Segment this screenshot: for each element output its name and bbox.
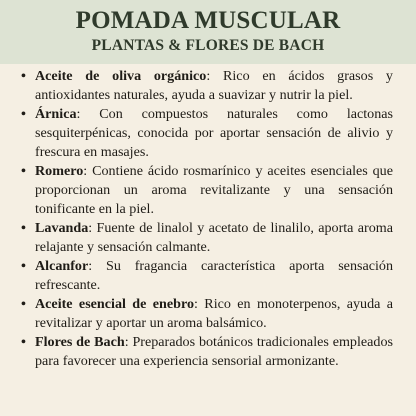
ingredient-description: : Rico en monoterpenos, ayuda a revitalizar y aportar un aroma balsámico. xyxy=(35,296,394,331)
bullet: • xyxy=(21,258,26,274)
bullet: • xyxy=(21,163,26,179)
list-item xyxy=(21,295,393,333)
ingredient-name: Aceite esencial de enebro xyxy=(35,296,194,312)
page-subtitle: PLANTAS & FLORES DE BACH xyxy=(91,37,325,54)
bullet: • xyxy=(21,296,26,312)
bullet: • xyxy=(21,106,26,122)
ingredient-name: Romero xyxy=(35,163,84,179)
bullet: • xyxy=(21,220,26,236)
ingredient-description: : Rico en ácidos grasos y antioxidantes naturales, ayuda a suavizar y nutrir la piel. xyxy=(35,68,393,103)
list-item xyxy=(21,219,393,257)
list-item xyxy=(21,257,393,295)
ingredient-description: : Fuente de linalol y acetato de linalilo, aporta aroma relajante y sensación calmante. xyxy=(35,220,393,255)
ingredient-name: Lavanda xyxy=(35,220,89,236)
ingredient-name: Flores de Bach xyxy=(35,334,125,350)
header-band xyxy=(0,0,416,64)
ingredient-name: Alcanfor xyxy=(35,258,89,274)
list-item xyxy=(21,67,393,105)
list-item xyxy=(21,105,393,162)
ingredient-list xyxy=(21,67,393,371)
ingredient-name: Árnica xyxy=(35,106,77,122)
list-item xyxy=(21,333,393,371)
bullet: • xyxy=(21,68,26,84)
ingredient-description: : Su fragancia característica aporta sensación refrescante. xyxy=(35,258,393,293)
page-title: POMADA MUSCULAR xyxy=(75,7,341,34)
ingredient-description: : Contiene ácido rosmarínico y aceites esenciales que proporcionan un aroma revitalizante y una sensación tonificante en la piel. xyxy=(35,163,393,217)
bullet: • xyxy=(21,334,26,350)
ingredient-description: : Preparados botánicos tradicionales empleados para favorecer una experiencia sensorial armonizante. xyxy=(35,334,393,369)
list-item xyxy=(21,162,393,219)
ingredient-name: Aceite de oliva orgánico xyxy=(35,68,207,84)
ingredient-description: : Con compuestos naturales como lactonas sesquiterpénicas, conocida por aportar sensación de alivio y frescura en masajes. xyxy=(35,106,393,160)
